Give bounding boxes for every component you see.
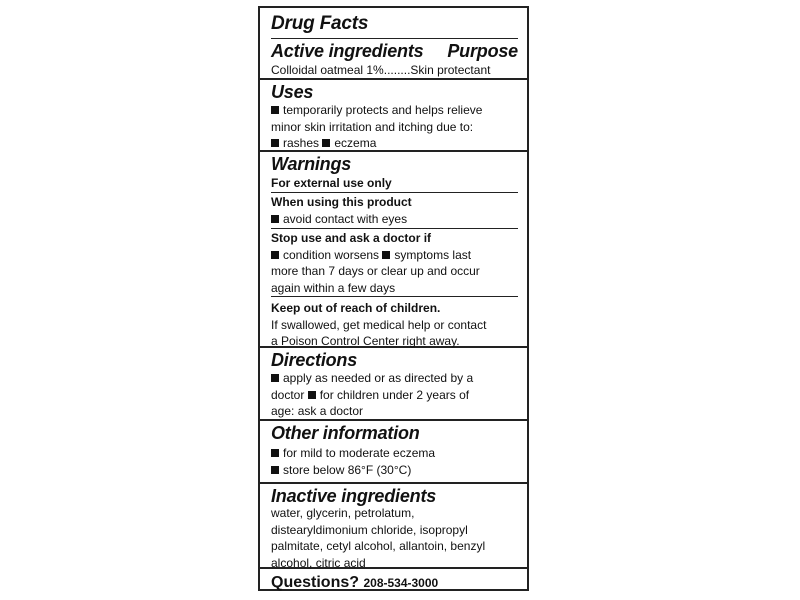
inactive-line-1: water, glycerin, petrolatum,	[271, 506, 415, 520]
bullet-icon	[308, 391, 316, 399]
active-ingredient: Colloidal oatmeal 1%	[271, 63, 384, 77]
other-info-section	[260, 421, 527, 484]
directions-heading: Directions	[271, 350, 358, 370]
uses-item-eczema: eczema	[334, 136, 377, 150]
drug-facts-panel	[258, 6, 529, 591]
stop-use-heading: Stop use and ask a doctor if	[271, 231, 432, 245]
bullet-icon	[271, 374, 279, 382]
active-section	[260, 8, 527, 80]
uses-line-2: minor skin irritation and itching due to:	[271, 119, 474, 134]
stop-item-symptoms: symptoms last	[394, 247, 472, 262]
uses-line-1: temporarily protects and helps relieve	[283, 103, 483, 117]
active-purpose: Skin protectant	[410, 63, 491, 77]
bullet-icon	[271, 466, 279, 474]
bullet-icon	[382, 251, 390, 259]
avoid-eyes: avoid contact with eyes	[283, 211, 408, 226]
active-heading: Active ingredients	[271, 41, 424, 61]
leader-dots: ........	[383, 63, 411, 77]
uses-heading: Uses	[271, 82, 314, 102]
bullet-icon	[271, 251, 279, 259]
inactive-section	[260, 484, 527, 569]
when-using-heading: When using this product	[271, 195, 412, 209]
stop-line-2: more than 7 days or clear up and occur	[271, 264, 480, 278]
stop-item-worsens: condition worsens	[283, 247, 380, 262]
uses-section	[260, 80, 527, 152]
uses-item-rashes: rashes	[283, 136, 320, 150]
bullet-icon	[271, 106, 279, 114]
questions-label: Questions?	[271, 574, 360, 591]
directions-line-2a: doctor	[271, 387, 305, 402]
bullet-icon	[271, 139, 279, 147]
questions-phone[interactable]: 208-534-3000	[363, 576, 439, 590]
inactive-line-4: alcohol, citric acid	[271, 555, 366, 570]
stop-line-3: again within a few days	[271, 280, 396, 295]
directions-line-1: apply as needed or as directed by a	[283, 371, 474, 385]
directions-section	[260, 348, 527, 421]
questions-row	[271, 574, 438, 592]
keep-out-heading: Keep out of reach of children.	[271, 301, 441, 315]
purpose-heading: Purpose	[447, 41, 518, 61]
bullet-icon	[271, 215, 279, 223]
page-title: Drug Facts	[271, 13, 369, 34]
other-info-heading: Other information	[271, 423, 420, 443]
other-item-eczema: for mild to moderate eczema	[283, 446, 436, 460]
other-item-storage: store below 86°F (30°C)	[283, 462, 412, 477]
directions-line-3: age: ask a doctor	[271, 404, 364, 418]
inactive-line-2: distearyldimonium chloride, isopropyl	[271, 522, 468, 537]
directions-line-2b: for children under 2 years of	[319, 387, 470, 402]
inactive-heading: Inactive ingredients	[271, 486, 437, 506]
external-use: For external use only	[271, 176, 392, 190]
keep-out-line-2: a Poison Control Center right away.	[271, 334, 460, 348]
inactive-line-3: palmitate, cetyl alcohol, allantoin, benzyl	[271, 539, 486, 553]
bullet-icon	[322, 139, 330, 147]
bullet-icon	[271, 449, 279, 457]
keep-out-line-1: If swallowed, get medical help or contact	[271, 317, 487, 332]
warnings-section	[260, 152, 527, 348]
warnings-heading: Warnings	[271, 154, 352, 174]
